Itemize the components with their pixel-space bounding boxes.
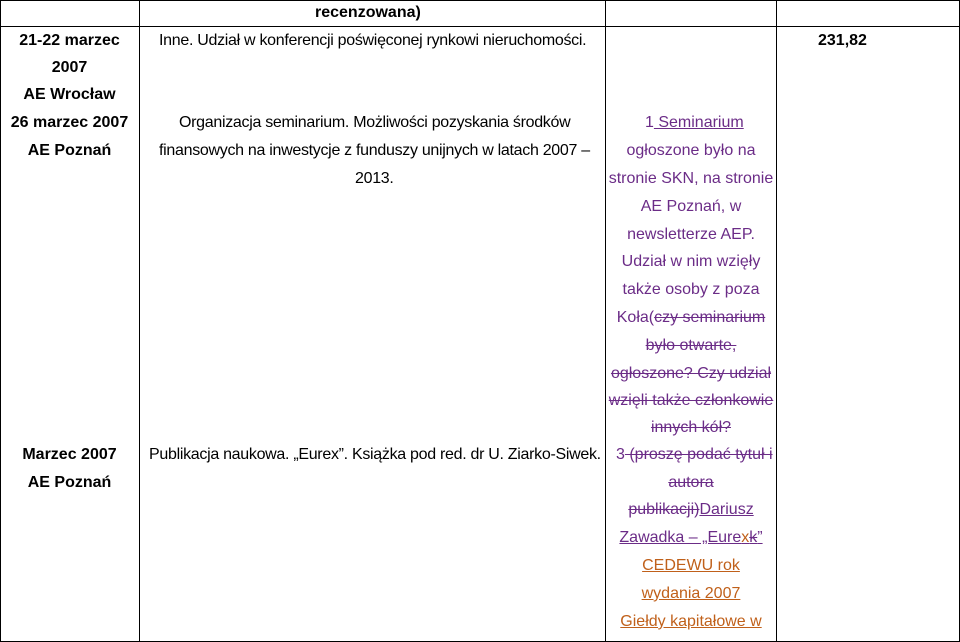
inserted-text: ” bbox=[757, 529, 763, 546]
note-line: stronie SKN, na stronie bbox=[608, 170, 774, 187]
note-line: ogłoszone było na bbox=[626, 142, 756, 159]
note-text: Seminarium bbox=[653, 114, 744, 131]
note-number: 3 bbox=[616, 446, 625, 463]
note-text: Koła( bbox=[616, 309, 655, 326]
description-line: Publikacja naukowa. „Eurex”. Książka pod red. dr U. Ziarko-Siwek. bbox=[149, 446, 601, 463]
table-top-border bbox=[0, 0, 960, 1]
date-cell-line: 21-22 marzec bbox=[19, 32, 120, 49]
date-cell-line: AE Wrocław bbox=[23, 86, 116, 103]
note-line: Udział w nim wzięły bbox=[621, 253, 761, 270]
date-cell-line: 26 marzec 2007 bbox=[10, 114, 129, 131]
deleted-text: ogłoszone? Czy udział bbox=[610, 365, 772, 382]
description-line: finansowych na inwestycje z funduszy unijnych w latach 2007 – bbox=[159, 142, 590, 159]
inserted-text: wydania 2007 bbox=[641, 585, 741, 602]
description-line: Organizacja seminarium. Możliwości pozyskania środków bbox=[179, 114, 571, 131]
inserted-text: Giełdy kapitałowe w bbox=[620, 613, 762, 630]
inserted-text: x bbox=[741, 529, 750, 546]
date-cell-line: 2007 bbox=[51, 59, 88, 76]
date-cell-line: recenzowana) bbox=[315, 4, 421, 21]
note-line: także osoby z poza bbox=[622, 281, 760, 298]
col-divider bbox=[139, 0, 140, 642]
deleted-text: k bbox=[749, 529, 758, 546]
deleted-text: innych kół? bbox=[650, 419, 732, 436]
date-cell-line: Marzec 2007 bbox=[22, 446, 117, 463]
deleted-text: publikacji) bbox=[628, 501, 700, 518]
note-line bbox=[616, 445, 773, 465]
inserted-text: Zawadka – „Eure bbox=[619, 529, 742, 546]
note-line bbox=[645, 113, 744, 133]
col-divider bbox=[776, 0, 777, 642]
inserted-text: Dariusz bbox=[699, 501, 754, 518]
note-line: newsletterze AEP. bbox=[627, 226, 755, 243]
inserted-text: CEDEWU rok bbox=[642, 557, 740, 574]
note-line: AE Poznań, w bbox=[640, 198, 742, 215]
date-cell-line: AE Poznań bbox=[27, 474, 112, 491]
note-number: 1 bbox=[645, 114, 654, 131]
deleted-text: było otwarte, bbox=[645, 337, 737, 354]
deleted-text: autora bbox=[668, 474, 714, 491]
description-line: 2013. bbox=[355, 170, 394, 187]
deleted-text: (proszę podać tytuł i bbox=[624, 446, 773, 463]
date-cell-line: AE Poznań bbox=[27, 142, 112, 159]
description-line: Inne. Udział w konferencji poświęconej rynkowi nieruchomości. bbox=[159, 32, 587, 49]
note-line bbox=[606, 500, 776, 520]
deleted-text: czy seminarium bbox=[654, 309, 766, 326]
deleted-text: wzięli także członkowie bbox=[608, 392, 774, 409]
note-line bbox=[606, 528, 776, 548]
note-line bbox=[606, 308, 776, 328]
row-divider bbox=[0, 26, 960, 27]
amount-cell: 231,82 bbox=[818, 32, 867, 49]
